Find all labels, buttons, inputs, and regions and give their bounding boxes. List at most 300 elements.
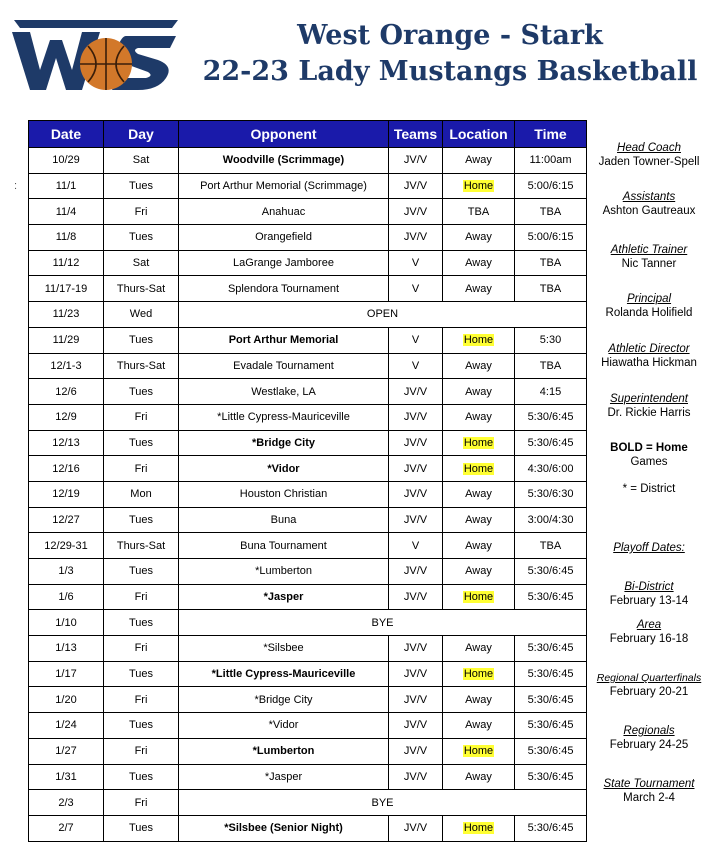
location-cell [443,738,515,764]
table-row [29,430,587,456]
location-cell [443,456,515,482]
time-cell-text: TBA [539,539,562,552]
teams-cell-text: JV/V [403,180,428,193]
opponent-cell [179,148,389,174]
state-block [588,777,710,805]
opponent-cell-text: Buna Tournament [240,539,327,552]
date-cell-text: 11/4 [55,205,77,218]
principal-block [588,292,710,320]
time-cell-text: 4:30/6:00 [527,462,574,475]
location-cell-text: Away [465,257,492,270]
time-cell [515,738,587,764]
date-cell-text: 1/13 [55,642,77,655]
teams-cell-text: JV/V [403,565,428,578]
opponent-cell-text: Splendora Tournament [227,282,340,295]
time-cell [515,507,587,533]
time-cell [515,173,587,199]
superintendent-label: Superintendent [609,393,688,405]
day-cell [104,148,179,174]
time-cell-text: 5:30/6:45 [527,668,574,681]
teams-cell [389,199,443,225]
playoff-label: Playoff Dates: [613,542,685,554]
location-cell [443,636,515,662]
date-cell [29,379,104,405]
date-cell [29,533,104,559]
area-block [588,618,710,646]
location-cell [443,559,515,585]
day-cell-text: Fri [134,642,148,655]
column-header-opponent: Opponent [179,121,389,148]
day-cell [104,687,179,713]
date-cell [29,738,104,764]
date-cell [29,764,104,790]
day-cell-text: Fri [134,591,148,604]
time-cell [515,559,587,585]
teams-cell [389,430,443,456]
time-cell-text: 5:00/6:15 [527,180,574,193]
time-cell [515,533,587,559]
time-cell-text: 5:30/6:45 [527,591,574,604]
day-cell-text: Tues [128,180,154,193]
location-cell [443,584,515,610]
date-cell-text: 12/16 [52,462,80,475]
day-cell [104,533,179,559]
time-cell-text: 5:30/6:45 [527,565,574,578]
date-cell-text: 12/6 [55,385,77,398]
table-row [29,687,587,713]
date-cell-text: 1/20 [55,693,77,706]
day-cell [104,379,179,405]
table-row [29,764,587,790]
opponent-cell-text: *Jasper [264,770,303,783]
opponent-cell-text: *Little Cypress-Mauriceville [211,668,356,681]
opponent-cell [179,404,389,430]
teams-cell-text: V [411,282,420,295]
table-row [29,353,587,379]
day-cell-text: Wed [129,308,153,321]
area-dates: February 16-18 [609,633,689,645]
day-cell-text: Tues [128,719,154,732]
time-cell-text: 5:30/6:45 [527,411,574,424]
date-cell-text: 11/1 [55,180,77,193]
day-cell-text: Fri [134,796,148,809]
day-cell-text: Tues [128,231,154,244]
time-cell [515,225,587,251]
date-cell-text: 11/29 [52,334,80,347]
location-cell [443,225,515,251]
time-cell-text: 5:00/6:15 [527,231,574,244]
time-cell [515,148,587,174]
teams-cell-text: V [411,257,420,270]
opponent-cell [179,764,389,790]
time-cell [515,327,587,353]
location-cell-text: Away [465,565,492,578]
teams-cell-text: V [411,359,420,372]
column-header-teams: Teams [389,121,443,148]
day-cell-text: Fri [134,745,148,758]
table-row [29,276,587,302]
time-cell [515,713,587,739]
opponent-cell [179,199,389,225]
stray-mark: : [14,180,18,192]
day-cell [104,481,179,507]
school-logo [8,14,184,94]
opponent-cell-text: Orangefield [255,231,312,244]
status-cell [179,790,587,816]
table-row [29,327,587,353]
opponent-cell-text: *Silsbee [263,642,304,655]
teams-cell [389,404,443,430]
date-cell [29,481,104,507]
opponent-cell [179,276,389,302]
table-row [29,481,587,507]
day-cell-text: Thurs-Sat [116,539,166,552]
column-header-time: Time [515,121,587,148]
date-cell [29,687,104,713]
date-cell-text: 1/17 [55,668,77,681]
date-cell [29,507,104,533]
opponent-cell-text: *Lumberton [252,745,315,758]
date-cell-text: 12/13 [52,436,80,449]
time-cell-text: 5:30 [539,334,562,347]
day-cell [104,456,179,482]
table-row [29,815,587,841]
teams-cell [389,353,443,379]
location-cell-text: Away [465,513,492,526]
time-cell-text: 5:30/6:45 [527,719,574,732]
table-row [29,661,587,687]
trainer-label: Athletic Trainer [610,244,688,256]
time-cell [515,430,587,456]
opponent-cell [179,713,389,739]
day-cell-text: Tues [128,668,154,681]
teams-cell [389,173,443,199]
date-cell-text: 12/9 [55,411,77,424]
state-label: State Tournament [603,778,695,790]
assistants-block [588,190,710,218]
location-cell-text: Away [465,282,492,295]
opponent-cell [179,327,389,353]
location-cell [443,353,515,379]
time-cell-text: 5:30/6:30 [527,488,574,501]
time-cell-text: 5:30/6:45 [527,693,574,706]
date-cell-text: 2/7 [58,822,74,835]
opponent-cell [179,507,389,533]
table-row [29,507,587,533]
opponent-cell-text: *Little Cypress-Mauriceville [217,411,350,424]
date-cell [29,456,104,482]
location-cell-text: Away [465,642,492,655]
teams-cell [389,148,443,174]
teams-cell-text: JV/V [403,385,428,398]
trainer-name: Nic Tanner [621,258,677,270]
day-cell [104,713,179,739]
date-cell [29,250,104,276]
location-cell-text: Away [465,411,492,424]
location-cell-text: Home [463,822,494,835]
opponent-cell-text: Port Arthur Memorial (Scrimmage) [200,180,367,193]
day-cell-text: Fri [134,693,148,706]
status-cell-text: OPEN [366,308,399,321]
status-cell [179,302,587,328]
location-cell-text: Home [463,436,494,449]
teams-cell [389,379,443,405]
teams-cell [389,559,443,585]
day-cell [104,815,179,841]
date-cell-text: 12/27 [52,513,80,526]
location-cell-text: Home [463,745,494,758]
teams-cell [389,661,443,687]
day-cell [104,764,179,790]
regq-block [586,671,711,699]
ad-label: Athletic Director [608,343,690,355]
location-cell [443,815,515,841]
date-cell [29,404,104,430]
opponent-cell [179,815,389,841]
location-cell [443,481,515,507]
location-cell-text: Away [465,154,492,167]
day-cell [104,404,179,430]
time-cell-text: TBA [539,282,562,295]
day-cell-text: Sat [132,154,150,167]
day-cell [104,559,179,585]
teams-cell-text: JV/V [403,693,428,706]
status-cell [179,610,587,636]
location-cell [443,148,515,174]
time-cell-text: 5:30/6:45 [527,745,574,758]
teams-cell [389,481,443,507]
day-cell-text: Sat [132,257,150,270]
table-row [29,250,587,276]
table-row [29,533,587,559]
day-cell [104,353,179,379]
date-cell-text: 12/19 [52,488,80,501]
date-cell-text: 1/27 [55,745,77,758]
table-row [29,173,587,199]
teams-cell [389,713,443,739]
location-cell [443,533,515,559]
opponent-cell [179,661,389,687]
date-cell [29,430,104,456]
opponent-cell [179,353,389,379]
teams-cell [389,687,443,713]
teams-cell-text: JV/V [403,642,428,655]
opponent-cell-text: Westlake, LA [251,385,316,398]
time-cell [515,250,587,276]
location-cell [443,661,515,687]
table-row [29,199,587,225]
bidistrict-label: Bi-District [624,581,674,593]
day-cell [104,584,179,610]
date-cell [29,559,104,585]
opponent-cell [179,559,389,585]
column-header-day: Day [104,121,179,148]
opponent-cell-text: *Vidor [267,462,300,475]
location-cell [443,764,515,790]
time-cell-text: 5:30/6:45 [527,822,574,835]
location-cell [443,199,515,225]
opponent-cell [179,250,389,276]
location-cell-text: Away [465,539,492,552]
time-cell-text: 5:30/6:45 [527,770,574,783]
location-cell [443,404,515,430]
teams-cell [389,636,443,662]
status-cell-text: BYE [371,616,394,629]
day-cell [104,507,179,533]
teams-cell [389,507,443,533]
time-cell-text: 3:00/4:30 [527,513,574,526]
date-cell [29,327,104,353]
day-cell [104,173,179,199]
teams-cell-text: JV/V [403,719,428,732]
teams-cell-text: JV/V [403,822,428,835]
day-cell [104,636,179,662]
date-cell [29,302,104,328]
opponent-cell-text: *Silsbee (Senior Night) [224,822,343,835]
day-cell-text: Thurs-Sat [116,282,166,295]
regq-dates: February 20-21 [609,686,689,698]
table-row [29,790,587,816]
date-cell-text: 1/3 [58,565,74,578]
day-cell-text: Fri [134,462,148,475]
date-cell-text: 11/23 [52,308,80,321]
day-cell [104,661,179,687]
opponent-cell [179,481,389,507]
head-coach-block [588,141,710,169]
assistants-name: Ashton Gautreaux [602,205,696,217]
day-cell [104,250,179,276]
date-cell [29,790,104,816]
bold-legend-games: Games [630,456,668,468]
date-cell [29,225,104,251]
time-cell [515,353,587,379]
teams-cell [389,533,443,559]
table-row [29,302,587,328]
location-cell [443,250,515,276]
opponent-cell-text: *Lumberton [255,565,312,578]
table-row [29,738,587,764]
teams-cell [389,250,443,276]
time-cell [515,661,587,687]
opponent-cell-text: *Jasper [263,591,304,604]
teams-cell-text: JV/V [403,462,428,475]
location-cell-text: Away [465,359,492,372]
date-cell-text: 1/31 [55,770,77,783]
opponent-cell-text: *Bridge City [254,693,313,706]
location-cell-text: Home [463,180,494,193]
date-cell-text: 1/24 [55,719,77,732]
teams-cell [389,276,443,302]
teams-cell [389,327,443,353]
time-cell [515,199,587,225]
table-row [29,610,587,636]
opponent-cell [179,225,389,251]
status-cell-text: BYE [371,796,394,809]
location-cell-text: Home [463,591,494,604]
opponent-cell [179,636,389,662]
day-cell [104,225,179,251]
location-cell-text: Away [465,231,492,244]
date-cell-text: 1/10 [55,616,77,629]
teams-cell-text: JV/V [403,231,428,244]
day-cell-text: Tues [128,770,154,783]
regionals-label: Regionals [623,725,675,737]
teams-cell-text: V [411,334,420,347]
regionals-block [588,724,710,752]
teams-cell [389,764,443,790]
trainer-block [588,243,710,271]
teams-cell-text: JV/V [403,154,428,167]
opponent-cell-text: Woodville (Scrimmage) [222,154,345,167]
date-cell [29,636,104,662]
teams-cell-text: JV/V [403,513,428,526]
time-cell [515,379,587,405]
opponent-cell [179,533,389,559]
time-cell-text: 5:30/6:45 [527,436,574,449]
head-coach-label: Head Coach [617,142,681,154]
page-subtitle: 22-23 Lady Mustangs Basketball [202,56,698,87]
date-cell-text: 2/3 [58,796,74,809]
principal-name: Rolanda Holifield [605,307,693,319]
location-cell-text: Home [463,668,494,681]
table-row [29,456,587,482]
day-cell [104,738,179,764]
date-cell [29,584,104,610]
opponent-cell-text: Buna [270,513,297,526]
table-row [29,584,587,610]
ad-name: Hiawatha Hickman [601,357,697,369]
location-cell [443,173,515,199]
opponent-cell-text: *Vidor [268,719,299,732]
teams-cell-text: V [411,539,420,552]
table-row [29,379,587,405]
table-row [29,636,587,662]
time-cell [515,456,587,482]
time-cell-text: 11:00am [529,154,572,167]
day-cell [104,610,179,636]
location-cell-text: Home [463,462,494,475]
time-cell [515,481,587,507]
table-row [29,225,587,251]
time-cell [515,584,587,610]
time-cell [515,276,587,302]
teams-cell-text: JV/V [403,411,428,424]
bidistrict-block [588,580,710,608]
time-cell [515,636,587,662]
legend-block [588,441,710,469]
location-cell-text: Away [465,719,492,732]
day-cell-text: Tues [128,436,154,449]
teams-cell [389,738,443,764]
teams-cell-text: JV/V [403,436,428,449]
teams-cell-text: JV/V [403,488,428,501]
date-cell-text: 10/29 [52,154,80,167]
opponent-cell [179,456,389,482]
day-cell-text: Fri [134,411,148,424]
date-cell [29,276,104,302]
date-cell [29,815,104,841]
date-cell-text: 11/17-19 [44,282,88,295]
opponent-cell [179,738,389,764]
column-header-location: Location [443,121,515,148]
time-cell [515,404,587,430]
teams-cell [389,584,443,610]
opponent-cell [179,173,389,199]
time-cell-text: TBA [539,359,562,372]
day-cell [104,790,179,816]
teams-cell [389,225,443,251]
regq-label: Regional Quarterfinals [596,672,702,684]
